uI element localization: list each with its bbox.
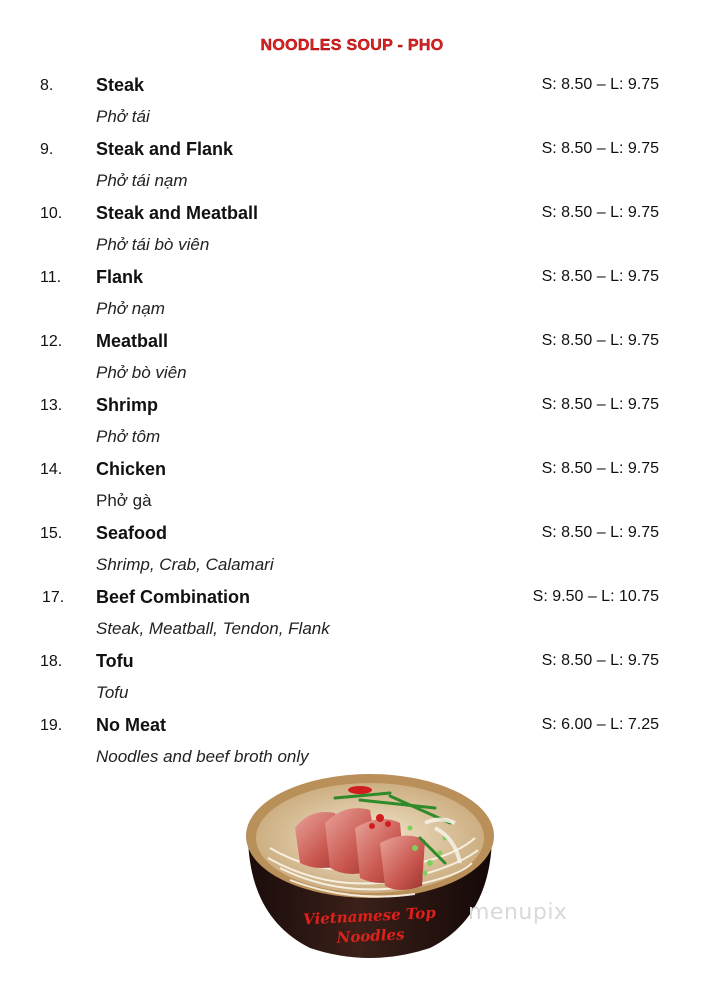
bowl-label-line2: Noodles — [336, 925, 405, 947]
item-name: Steak and Flank — [96, 139, 234, 159]
item-price: S: 8.50 – L: 9.75 — [541, 268, 659, 285]
item-subtitle: Phở tái bò viên — [96, 235, 210, 254]
item-number: 18. — [40, 653, 63, 670]
item-price: S: 8.50 – L: 9.75 — [541, 652, 659, 669]
item-number: 8. — [40, 77, 54, 94]
menu-item-shrimp — [0, 390, 704, 454]
item-number: 13. — [40, 397, 63, 414]
item-subtitle: Steak, Meatball, Tendon, Flank — [96, 619, 330, 638]
item-number: 12. — [40, 333, 63, 350]
page-title: NOODLES SOUP - PHO — [260, 37, 444, 54]
menu-item-steak-and-flank — [0, 134, 704, 198]
item-number: 17. — [42, 589, 65, 606]
item-price: S: 8.50 – L: 9.75 — [541, 524, 659, 541]
item-subtitle: Shrimp, Crab, Calamari — [96, 555, 274, 574]
menu-item-steak — [0, 70, 704, 134]
menu-item-no-meat — [0, 710, 704, 774]
bowl-label-line1: Vietnamese Top — [302, 903, 437, 929]
item-number: 9. — [40, 141, 54, 158]
item-number: 14. — [40, 461, 63, 478]
item-number: 10. — [40, 205, 63, 222]
item-subtitle: Phở gà — [96, 491, 152, 510]
item-name: Chicken — [96, 459, 167, 479]
item-price: S: 8.50 – L: 9.75 — [541, 140, 659, 157]
item-subtitle: Phở bò viên — [96, 363, 187, 382]
menu-item-meatball — [0, 326, 704, 390]
item-number: 11. — [40, 269, 62, 286]
menu-item-steak-and-meatball — [0, 198, 704, 262]
item-price: S: 8.50 – L: 9.75 — [541, 76, 659, 93]
item-name: Tofu — [96, 651, 134, 671]
item-number: 19. — [40, 717, 63, 734]
item-name: Flank — [96, 267, 144, 287]
item-subtitle: Tofu — [96, 683, 129, 702]
item-price: S: 6.00 – L: 7.25 — [541, 716, 659, 733]
menupix-watermark: menupix — [468, 900, 568, 925]
menu-item-tofu — [0, 646, 704, 710]
item-price: S: 9.50 – L: 10.75 — [532, 588, 659, 605]
item-subtitle: Phở tái nạm — [96, 171, 188, 190]
pho-bowl-image — [240, 768, 500, 968]
menu-item-beef-combination — [0, 582, 704, 646]
item-subtitle: Noodles and beef broth only — [96, 747, 309, 766]
item-subtitle: Phở tái — [96, 107, 150, 126]
item-number: 15. — [40, 525, 63, 542]
item-name: Steak and Meatball — [96, 203, 259, 223]
item-name: No Meat — [96, 715, 167, 735]
item-name: Shrimp — [96, 395, 159, 415]
item-subtitle: Phở nạm — [96, 299, 165, 318]
item-price: S: 8.50 – L: 9.75 — [541, 204, 659, 221]
menu-list — [0, 70, 704, 774]
item-name: Seafood — [96, 523, 168, 543]
menu-item-flank — [0, 262, 704, 326]
item-price: S: 8.50 – L: 9.75 — [541, 332, 659, 349]
item-name: Meatball — [96, 331, 169, 351]
item-subtitle: Phở tôm — [96, 427, 161, 446]
item-price: S: 8.50 – L: 9.75 — [541, 396, 659, 413]
menu-item-seafood — [0, 518, 704, 582]
menu-item-chicken — [0, 454, 704, 518]
item-name: Beef Combination — [96, 587, 251, 607]
item-price: S: 8.50 – L: 9.75 — [541, 460, 659, 477]
item-name: Steak — [96, 75, 145, 95]
